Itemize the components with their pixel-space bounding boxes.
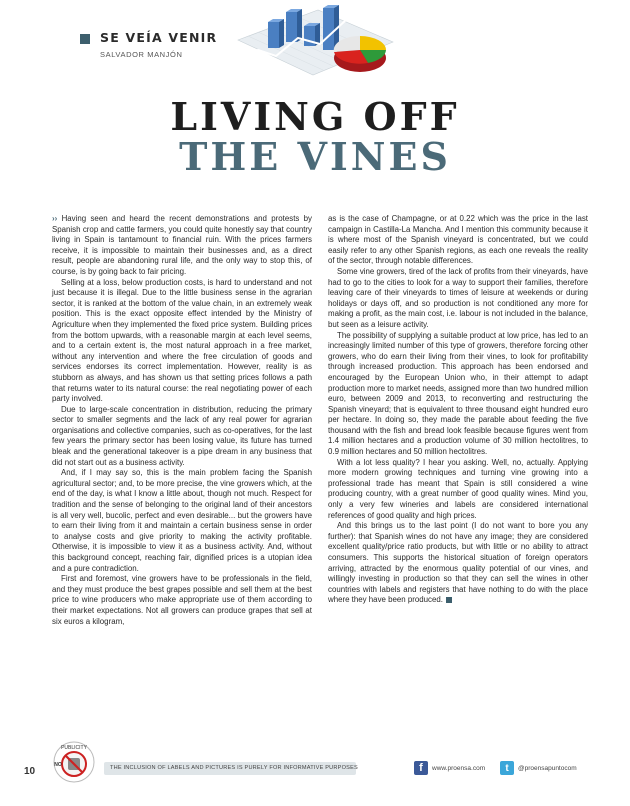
lead-arrow-icon: ››: [52, 214, 62, 223]
page-number: 10: [24, 766, 36, 777]
headline-line-2: THE VINES: [179, 134, 451, 179]
facebook-icon[interactable]: f: [414, 761, 428, 775]
article-paragraph: And this brings us to the last point (I do not want to bore you any further): that Spanish wines do not have any image; they are considered excellent quality/price ratio products, but with little or no ability to attract consumers. This supports the historical situation of foreign operators arriving, attracted by the enormous quality potential of our vines, and willingly investing in production so that they can sell the wines in other countries with labels and registers that have nothing to do with the place where they have been produced.: [328, 521, 588, 605]
article-column-left: [52, 214, 312, 627]
section-title: SE VEÍA VENIR: [100, 30, 218, 45]
article-paragraph: Selling at a loss, below production costs, is hard to understand and not just because it is illegal. Due to the little business sense in the agrarian sector, it is ranked at the bottom of the value chain, in an extremely weak position. This is the exact opposite effect intended by the Ministry of Agriculture when they implemented the fixed price system. Building prices from the bottom upwards, with a reasonable margin at each level seems, and to a certain extent is, the most natural approach in a free market, without any intervention and where the free circulation of goods and services endorses its correct implementation. However, reality is as stubborn as always, and has shown us that setting prices follows a path that returns water to its natural course: the real negotiating power of each party involved.: [52, 277, 312, 404]
footer-disclaimer: THE INCLUSION OF LABELS AND PICTURES IS PURELY FOR INFORMATIVE PURPOSES: [110, 765, 358, 771]
no-publicity-icon: [52, 740, 96, 784]
twitter-link[interactable]: @proensapuntocom: [518, 765, 577, 772]
chart-illustration-icon: [228, 0, 398, 92]
no-label: NO: [54, 762, 62, 768]
article-column-right: [328, 214, 588, 606]
end-of-article-icon: [446, 597, 452, 603]
publicity-label: PUBLICITY: [61, 745, 87, 751]
facebook-link[interactable]: www.proensa.com: [432, 765, 486, 772]
article-paragraph: The possibility of supplying a suitable product at low price, has led to an increasingly limited number of this type of growers, therefore forcing other growers, who do earn their living from their vines, to look for profitability through increased production. This approach has been endorsed and encouraged by the European Union who, in their attempt to adapt production more to market needs, assigned more than two hundred million euro, between 2009 and 2013, to reconverting and restructuring the Spanish vineyard; that is equivalent to three thousand eight hundred euro per hectare. In doing so, they made the parable about feeding the five thousand with the fish and bread look feasible because figures went from 1.4 million hectares and a production volume of 30 million hectolitres, to 0.9 million hectares and 50 million hectolitres.: [328, 330, 588, 457]
article-paragraph: With a lot less quality? I hear you asking. Well, no, actually. Applying more modern growing techniques and turning vine growing into a professional trade has meant that Spain is still considered a wine producing country, with a great number of good quality wines. Mind you, only a very few wineries and labels are considered international references of good quality and high prices.: [328, 457, 588, 520]
article-paragraph: as is the case of Champagne, or at 0.22 which was the price in the last campaign in Castilla-La Mancha. And I mention this community because it is where most of the Spanish vineyard is concentrated, but we could easily refer to any other Spanish regions, as each one reveals the reality of the sector, through notable differences.: [328, 214, 588, 266]
article-paragraph: Some vine growers, tired of the lack of profits from their vineyards, have had to go to the cities to look for a way to support their families, therefore leaving care of their vineyards to times of leisure at weekends or during holidays or days off, and so production is not conditioned any more for making a profit, as the main cost, i.e. labour is not included in the balance, but seen as a leisure activity.: [328, 266, 588, 329]
article-paragraph: And, if I may say so, this is the main problem facing the Spanish agricultural sector; and, to be more precise, the vine growers which, at the end of the day, is what I know a little about, though not much. Respect for tradition and the sense of belonging to the original land of their ancestors is all very well, bucolic, perfect and even desirable... but the growers have to earn their living from it and maintain a certain business sense in order to analyse costs and give priority to making the activity profitable. Otherwise, it is impossible to view it as a business activity. And, without this background concept, reaching fair, dignified prices is a utopian idea and a pure contradiction.: [52, 468, 312, 573]
article-paragraph: Due to large-scale concentration in distribution, reducing the primary sector to smaller segments and the lack of any real power for agrarian organisations and collective companies, such as co-operatives, for the last few years the primary sector has been losing value, its future has turned bleak and the generational takeover is a pipe dream in any business that did not start out as a business activity.: [52, 404, 312, 467]
section-marker-icon: [80, 34, 90, 44]
article-paragraph: First and foremost, vine growers have to be professionals in the field, and they must produce the best grapes possible and sell them at the best price to wine producers who make appropriate use of them according to their market expectations. Not all growers can produce grapes that sell at six euros a kilogram,: [52, 574, 312, 626]
twitter-icon[interactable]: t: [500, 761, 514, 775]
article-paragraph: ›› Having seen and heard the recent demonstrations and protests by Spanish crop and cattle farmers, you could quite honestly say that country living in Spain is tantamount to financial ruin. With the prices farmers receive, it is impossible to maintain their businesses and, as a direct result, people are abandoning rural life, and the only way to stop this, of course, is by going back to fair pricing.: [52, 214, 312, 276]
headline-line-1: LIVING OFF: [170, 94, 460, 139]
author-name: SALVADOR MANJÓN: [100, 50, 183, 59]
